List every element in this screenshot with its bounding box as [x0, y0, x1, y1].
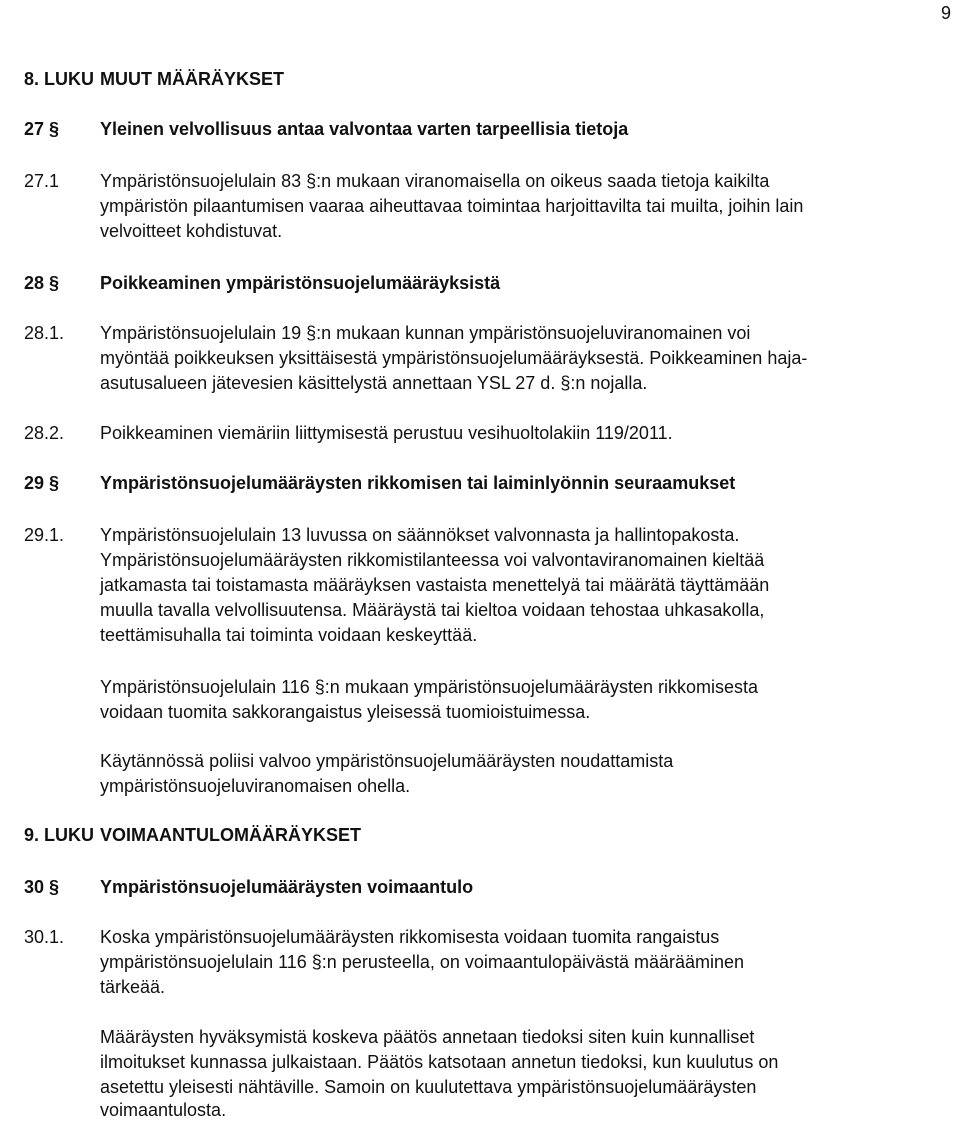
paragraph-30-1-line-3: tärkeää.: [100, 977, 166, 997]
paragraph-29-1-line-4: muulla tavalla velvollisuutensa. Määräystä tai kieltoa voidaan tehostaa uhkasakolla,: [100, 600, 765, 620]
paragraph-27-1-line-2: ympäristön pilaantumisen vaaraa aiheuttavaa toimintaa harjoittavilta tai muilta, joihin lain: [100, 196, 804, 216]
section-30-number: 30 §: [24, 877, 60, 897]
paragraph-30-1-b-line-1: Määräysten hyväksymistä koskeva päätös annetaan tiedoksi siten kuin kunnalliset: [100, 1027, 755, 1047]
paragraph-29-1-b-line-1: Ympäristönsuojelulain 116 §:n mukaan ympäristönsuojelumääräysten rikkomisesta: [100, 677, 758, 697]
paragraph-30-1-b-line-4: voimaantulosta.: [100, 1100, 227, 1120]
paragraph-28-1-line-2: myöntää poikkeuksen yksittäisestä ympäristönsuojelumääräyksestä. Poikkeaminen haja-: [100, 348, 808, 368]
page-number: 9: [941, 3, 952, 23]
paragraph-29-1-line-5: teettämisuhalla tai toiminta voidaan keskeyttää.: [100, 625, 478, 645]
paragraph-28-2-line-1: Poikkeaminen viemäriin liittymisestä perustuu vesihuoltolakiin 119/2011.: [100, 423, 673, 443]
paragraph-29-1-b-line-2: voidaan tuomita sakkorangaistus yleisessä tuomioistuimessa.: [100, 702, 591, 722]
paragraph-29-1-c-line-1: Käytännössä poliisi valvoo ympäristönsuojelumääräysten noudattamista: [100, 751, 674, 771]
paragraph-27-1-line-3: velvoitteet kohdistuvat.: [100, 221, 283, 241]
paragraph-30-1-b-line-3: asetettu yleisesti nähtäville. Samoin on kuulutettava ympäristönsuojelumääräysten: [100, 1077, 757, 1097]
section-27-number: 27 §: [24, 119, 60, 139]
paragraph-28-1-number: 28.1.: [24, 323, 65, 343]
chapter-8-title: MUUT MÄÄRÄYKSET: [100, 69, 284, 89]
paragraph-28-1-line-1: Ympäristönsuojelulain 19 §:n mukaan kunnan ympäristönsuojeluviranomainen voi: [100, 323, 751, 343]
paragraph-29-1-c-line-2: ympäristönsuojeluviranomaisen ohella.: [100, 776, 411, 796]
section-30-title: Ympäristönsuojelumääräysten voimaantulo: [100, 877, 474, 897]
chapter-8-label: 8. LUKU: [24, 69, 95, 89]
paragraph-30-1-number: 30.1.: [24, 927, 65, 947]
section-29-title: Ympäristönsuojelumääräysten rikkomisen tai laiminlyönnin seuraamukset: [100, 473, 736, 493]
chapter-9-label: 9. LUKU: [24, 825, 95, 845]
section-27-title: Yleinen velvollisuus antaa valvontaa varten tarpeellisia tietoja: [100, 119, 629, 139]
paragraph-29-1-line-2: Ympäristönsuojelumääräysten rikkomistilanteessa voi valvontaviranomainen kieltää: [100, 550, 765, 570]
paragraph-27-1-line-1: Ympäristönsuojelulain 83 §:n mukaan viranomaisella on oikeus saada tietoja kaikilta: [100, 171, 770, 191]
section-28-title: Poikkeaminen ympäristönsuojelumääräyksistä: [100, 273, 501, 293]
paragraph-30-1-line-1: Koska ympäristönsuojelumääräysten rikkomisesta voidaan tuomita rangaistus: [100, 927, 720, 947]
paragraph-29-1-line-3: jatkamasta tai toistamasta määräyksen vastaista menettelyä tai määrätä täyttämään: [100, 575, 770, 595]
paragraph-30-1-b-line-2: ilmoitukset kunnassa julkaistaan. Päätös katsotaan annetun tiedoksi, kun kuulutus on: [100, 1052, 779, 1072]
paragraph-28-1-line-3: asutusalueen jätevesien käsittelystä annettaan YSL 27 d. §:n nojalla.: [100, 373, 648, 393]
paragraph-28-2-number: 28.2.: [24, 423, 65, 443]
chapter-9-title: VOIMAANTULOMÄÄRÄYKSET: [100, 825, 361, 845]
paragraph-30-1-line-2: ympäristönsuojelulain 116 §:n perusteella, on voimaantulopäivästä määrääminen: [100, 952, 745, 972]
paragraph-27-1-number: 27.1: [24, 171, 60, 191]
paragraph-29-1-line-1: Ympäristönsuojelulain 13 luvussa on säännökset valvonnasta ja hallintopakosta.: [100, 525, 740, 545]
section-28-number: 28 §: [24, 273, 60, 293]
paragraph-29-1-number: 29.1.: [24, 525, 65, 545]
section-29-number: 29 §: [24, 473, 60, 493]
